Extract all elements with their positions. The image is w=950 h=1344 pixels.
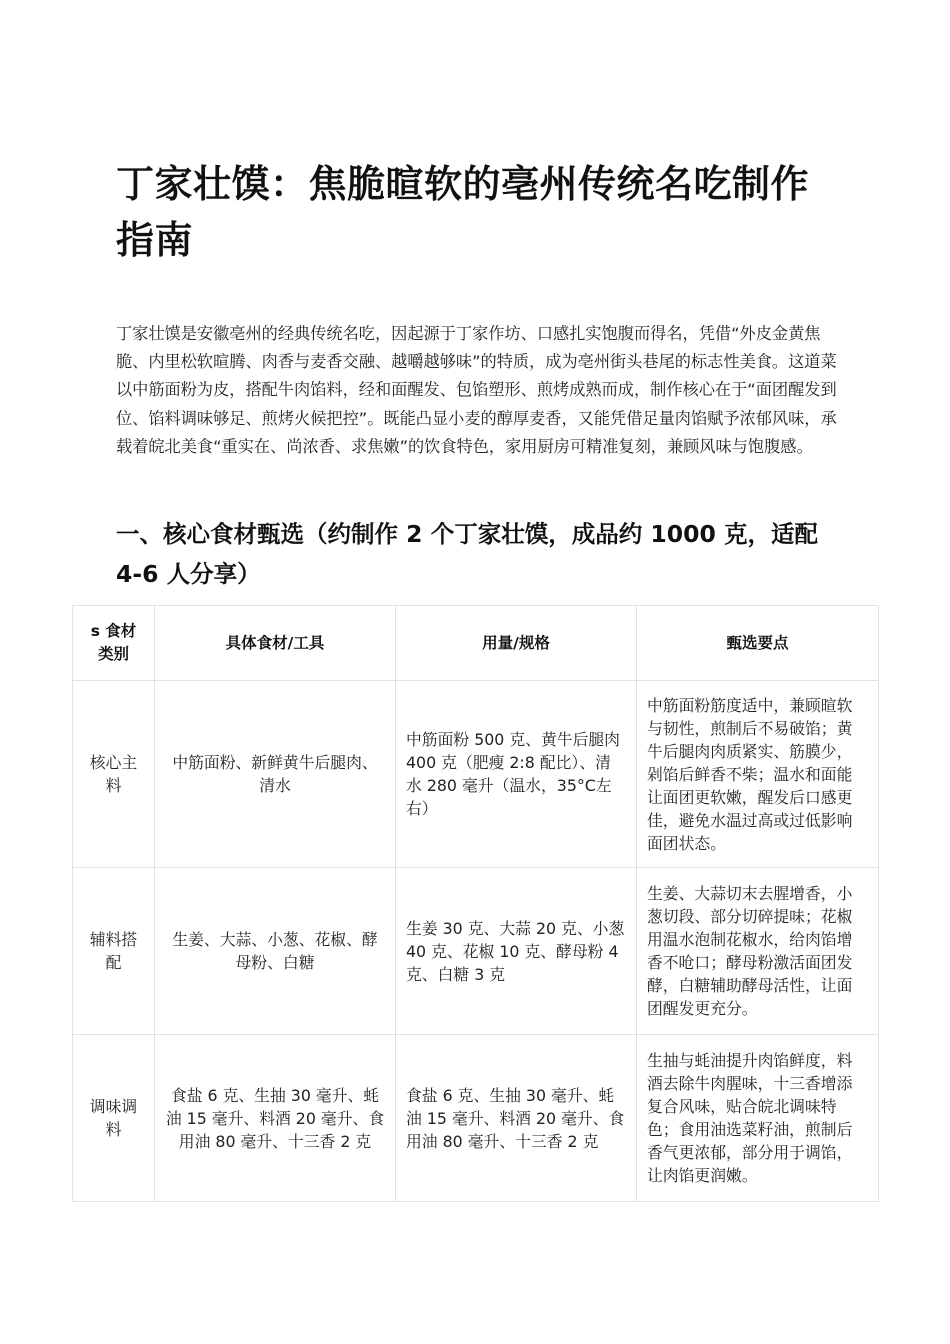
row-category: 辅料搭配 (73, 868, 155, 1035)
row-items: 生姜、大蒜、小葱、花椒、酵母粉、白糖 (155, 868, 396, 1035)
page-title: 丁家壮馍：焦脆暄软的亳州传统名吃制作指南 (116, 162, 810, 262)
row-items: 食盐 6 克、生抽 30 毫升、蚝油 15 毫升、料酒 20 毫升、食用油 80 毫升、十三香 2 克 (155, 1035, 396, 1202)
ingredients-table (72, 605, 879, 1202)
row-category: 核心主料 (73, 681, 155, 868)
row-items: 中筋面粉、新鲜黄牛后腿肉、清水 (155, 681, 396, 868)
row-amount: 中筋面粉 500 克、黄牛后腿肉 400 克（肥瘦 2:8 配比）、清水 280 毫升（温水，35°C左右） (396, 681, 637, 868)
header-amount: 用量/规格 (396, 606, 637, 681)
header-category: s 食材类别 (73, 606, 155, 681)
row-amount: 食盐 6 克、生抽 30 毫升、蚝油 15 毫升、料酒 20 毫升、食用油 80 毫升、十三香 2 克 (396, 1035, 637, 1202)
row-notes: 中筋面粉筋度适中，兼顾暄软与韧性，煎制后不易破馅；黄牛后腿肉肉质紧实、筋膜少，剁馅后鲜香不柴；温水和面能让面团更软嫩，醒发后口感更佳，避免水温过高或过低影响面团状态。 (637, 681, 879, 868)
table-row (73, 1035, 879, 1202)
intro-paragraph: 丁家壮馍是安徽亳州的经典传统名吃，因起源于丁家作坊、口感扎实饱腹而得名，凭借“外皮金黄焦脆、内里松软暄腾、肉香与麦香交融、越嚼越够味”的特质，成为亳州街头巷尾的标志性美食。这道菜以中筋面粉为皮，搭配牛肉馅料，经和面醒发、包馅塑形、煎烤成熟而成，制作核心在于“面团醒发到位、馅料调味够足、煎烤火候把控”。既能凸显小麦的醇厚麦香，又能凭借足量肉馅赋予浓郁风味，承载着皖北美食“重实在、尚浓香、求焦嫩”的饮食特色，家用厨房可精准复刻，兼顾风味与饱腹感。 (116, 324, 837, 456)
row-notes: 生抽与蚝油提升肉馅鲜度，料酒去除牛肉腥味，十三香增添复合风味，贴合皖北调味特色；食用油选菜籽油，煎制后香气更浓郁，部分用于调馅，让肉馅更润嫩。 (637, 1035, 879, 1202)
section-heading-ingredients: 一、核心食材甄选（约制作 2 个丁家壮馍，成品约 1000 克，适配 4-6 人分享） (116, 520, 818, 588)
row-amount: 生姜 30 克、大蒜 20 克、小葱 40 克、花椒 10 克、酵母粉 4 克、白糖 3 克 (396, 868, 637, 1035)
row-category: 调味调料 (73, 1035, 155, 1202)
row-notes: 生姜、大蒜切末去腥增香，小葱切段、部分切碎提味；花椒用温水泡制花椒水，给肉馅增香不呛口；酵母粉激活面团发酵，白糖辅助酵母活性，让面团醒发更充分。 (637, 868, 879, 1035)
table-header-row (73, 606, 879, 681)
table-row (73, 868, 879, 1035)
table-row (73, 681, 879, 868)
header-items: 具体食材/工具 (155, 606, 396, 681)
header-notes: 甄选要点 (637, 606, 879, 681)
